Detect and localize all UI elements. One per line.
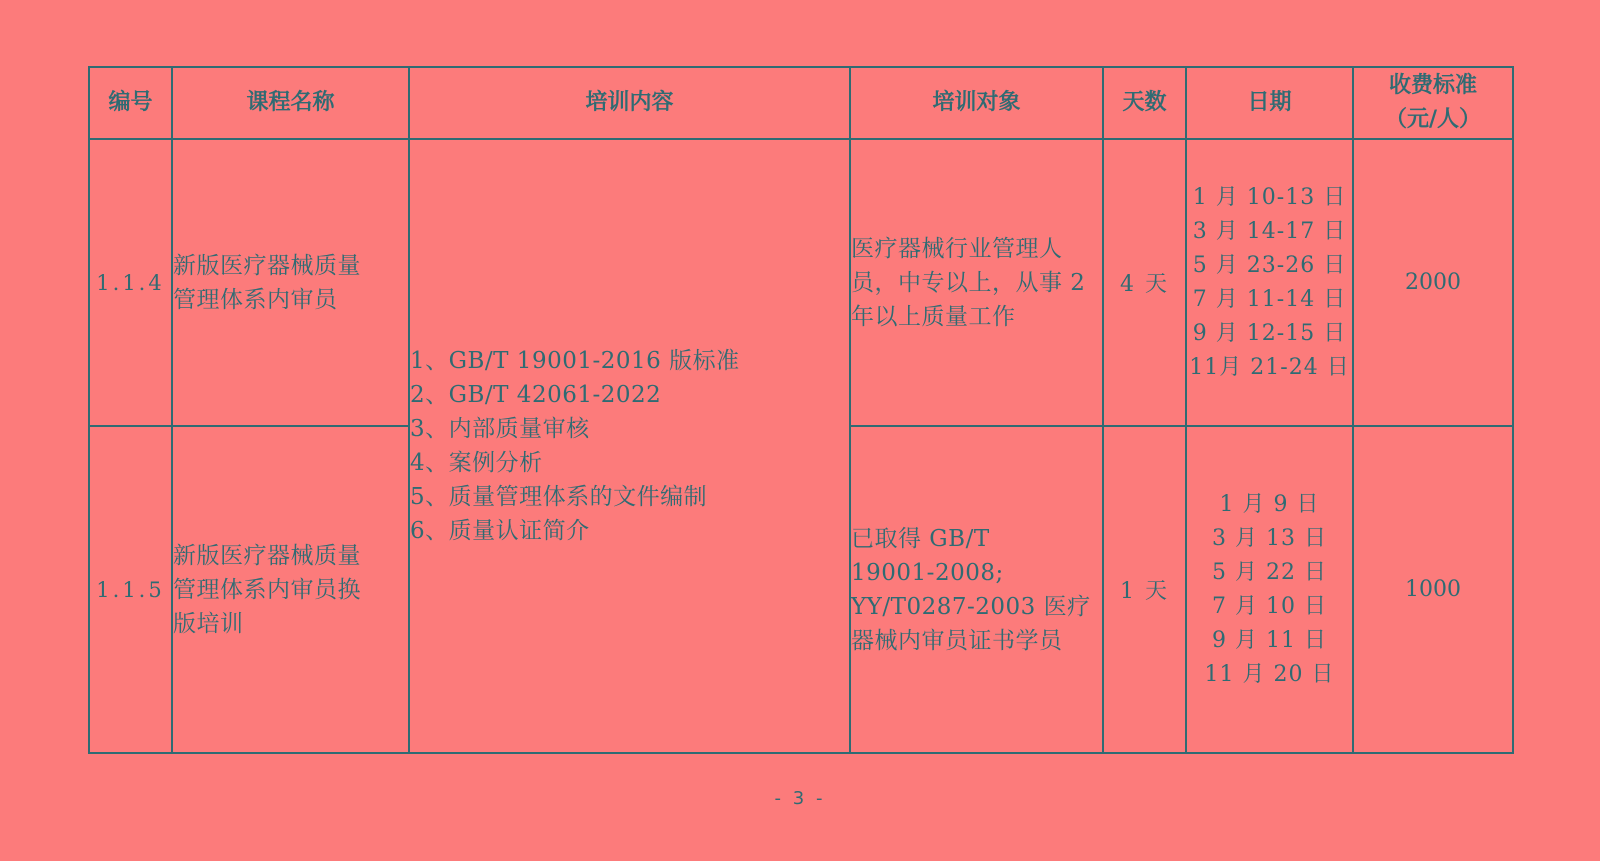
table-row xyxy=(89,139,1513,426)
target-line: 年以上质量工作 xyxy=(851,303,1016,330)
cell-target xyxy=(850,426,1103,753)
header-content: 培训内容 xyxy=(409,67,850,139)
cell-dates xyxy=(1186,426,1353,753)
target-line: YY/T0287-2003 医疗 xyxy=(851,593,1091,620)
date-item: 3 月 13 日 xyxy=(1212,525,1327,551)
target-line: 已取得 GB/T xyxy=(851,525,990,552)
cell-dates xyxy=(1186,139,1353,426)
header-fee-unit: （元/人） xyxy=(1384,107,1482,132)
cell-shared-content xyxy=(409,139,850,753)
date-item: 1 月 10-13 日 xyxy=(1192,184,1347,210)
cell-days xyxy=(1103,426,1186,753)
cell-days xyxy=(1103,139,1186,426)
cell-course-name xyxy=(172,426,409,753)
header-code: 编号 xyxy=(89,67,172,139)
cell-code xyxy=(89,426,172,753)
course-fee: 2000 xyxy=(1405,270,1461,295)
date-list xyxy=(1187,181,1352,385)
course-days: 4 天 xyxy=(1120,272,1169,297)
date-item: 9 月 11 日 xyxy=(1212,627,1327,653)
content-item: 1、GB/T 19001-2016 版标准 xyxy=(410,348,740,374)
header-dates: 日期 xyxy=(1186,67,1353,139)
content-item: 6、质量认证简介 xyxy=(410,518,590,544)
cell-fee xyxy=(1353,139,1513,426)
header-fee-label: 收费标准 xyxy=(1388,73,1477,98)
target-line: 员，中专以上，从事 2 xyxy=(851,269,1086,296)
course-name-line: 版培训 xyxy=(173,610,244,637)
date-list xyxy=(1187,488,1352,692)
date-item: 7 月 10 日 xyxy=(1212,593,1327,619)
date-item: 9 月 12-15 日 xyxy=(1192,320,1347,346)
header-fee xyxy=(1353,67,1513,139)
course-name-line: 新版医疗器械质量 xyxy=(173,542,361,569)
cell-fee xyxy=(1353,426,1513,753)
date-item: 1 月 9 日 xyxy=(1219,491,1320,517)
course-days: 1 天 xyxy=(1120,579,1169,604)
target-line: 医疗器械行业管理人 xyxy=(851,235,1063,262)
course-name-line: 管理体系内审员 xyxy=(173,286,338,313)
course-code: 1.1.5 xyxy=(96,577,165,602)
course-code: 1.1.4 xyxy=(96,270,165,295)
header-days: 天数 xyxy=(1103,67,1186,139)
date-item: 11月 21-24 日 xyxy=(1189,354,1350,380)
cell-target xyxy=(850,139,1103,426)
page-number: - 3 - xyxy=(774,788,826,809)
date-item: 3 月 14-17 日 xyxy=(1192,218,1347,244)
course-name-line: 新版医疗器械质量 xyxy=(173,252,361,279)
course-name xyxy=(173,539,408,641)
header-row xyxy=(89,67,1513,139)
training-content-list xyxy=(410,344,849,548)
date-item: 7 月 11-14 日 xyxy=(1192,286,1347,312)
cell-course-name xyxy=(172,139,409,426)
date-item: 5 月 23-26 日 xyxy=(1192,252,1347,278)
course-name xyxy=(173,249,408,317)
target-line: 19001-2008; xyxy=(851,559,1004,586)
content-item: 5、质量管理体系的文件编制 xyxy=(410,484,708,510)
course-fee: 1000 xyxy=(1405,577,1461,602)
target-line: 器械内审员证书学员 xyxy=(851,627,1063,654)
course-table xyxy=(88,66,1514,754)
date-item: 11 月 20 日 xyxy=(1204,661,1335,687)
course-name-line: 管理体系内审员换 xyxy=(173,576,361,603)
header-course-name: 课程名称 xyxy=(172,67,409,139)
content-item: 3、内部质量审核 xyxy=(410,416,590,442)
content-item: 4、案例分析 xyxy=(410,450,543,476)
training-target xyxy=(851,232,1102,334)
cell-code xyxy=(89,139,172,426)
date-item: 5 月 22 日 xyxy=(1212,559,1327,585)
content-item: 2、GB/T 42061-2022 xyxy=(410,382,662,408)
header-target: 培训对象 xyxy=(850,67,1103,139)
training-target xyxy=(851,522,1102,658)
